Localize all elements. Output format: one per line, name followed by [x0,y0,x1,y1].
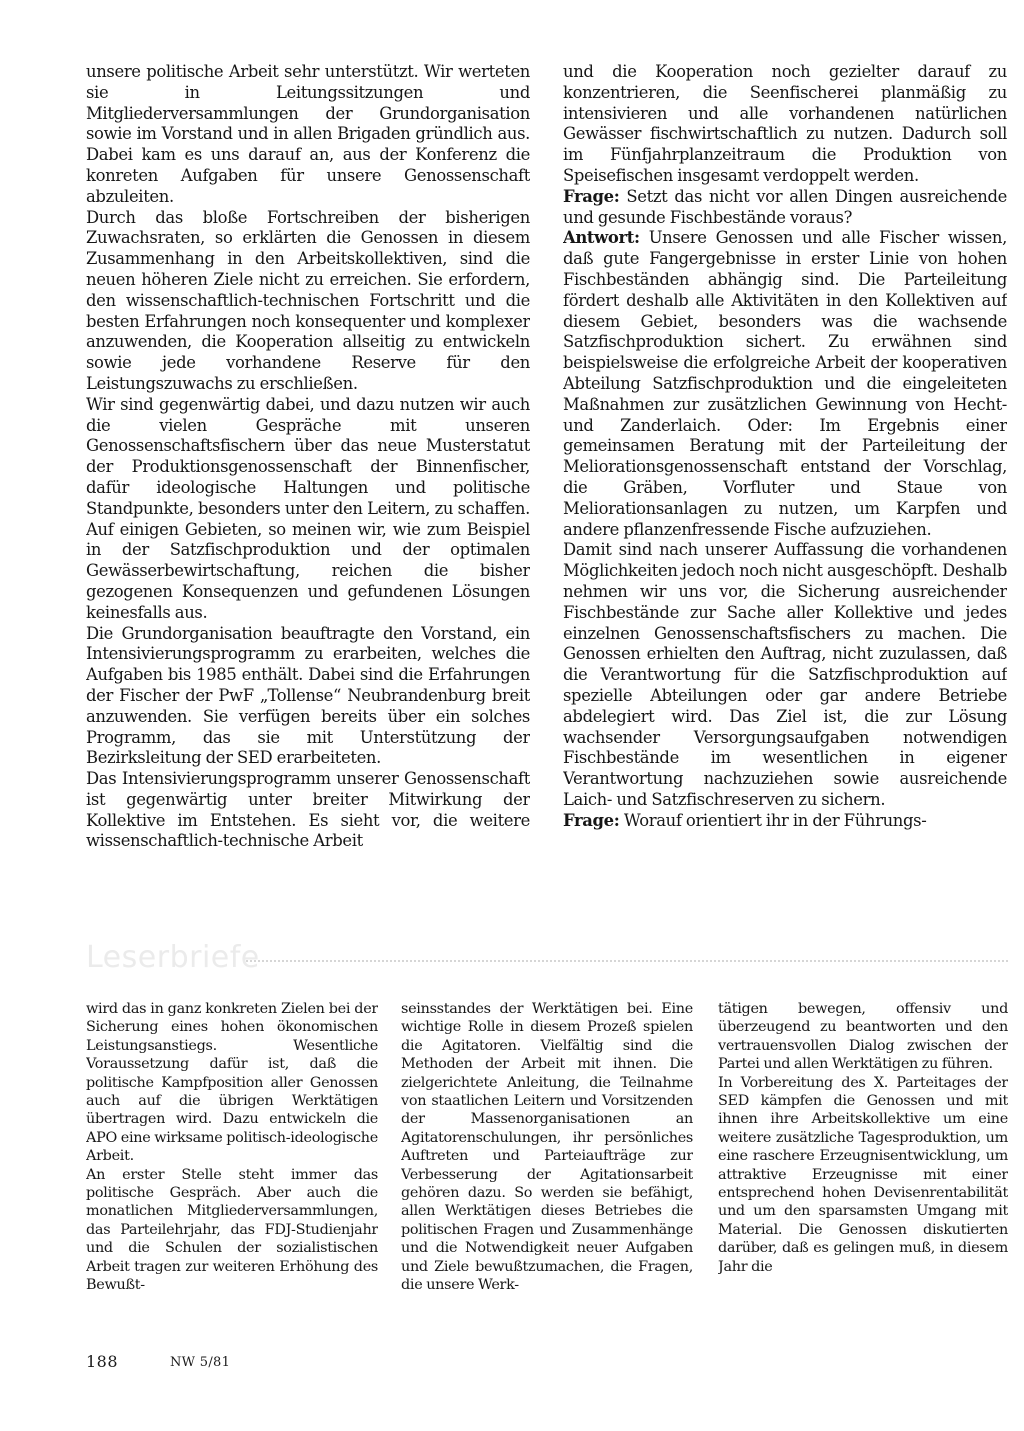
article-paragraph: und die Kooperation noch gezielter darauf zu konzentrieren, die Seenfischerei planmäßig zu intensivieren und alle vorhandenen natürlichen Gewässer fischwirtschaftlich zu nutzen. Dadurch soll im Fünfjahrplanzeitraum die Produktion von Speisefischen insgesamt verdoppelt werden. [563,62,1007,185]
question-label: Frage: [563,810,620,830]
interview-question [563,187,1007,229]
answer-text: Unsere Genossen und alle Fischer wissen, daß gute Fangergebnisse in erster Linie von hohen Fischbeständen abhängig sind. Die Parteileitung fördert deshalb alle Aktivitäten in den Kollektiven auf diesem Gebiet, besonders was die wachsende Satzfischproduktion sichert. Zu erwähnen sind beispielsweise die erfolgreiche Arbeit der kooperativen Abteilung Satzfischproduktion und die eingeleiteten Maßnahmen zur zusätzlichen Gewinnung von Hecht- und Zanderlaich. Oder: Im Ergebnis einer gemeinsamen Beratung mit der Parteileitung der Meliorationsgenossenschaft entstand der Vorschlag, die Gräben, Vorfluter und Staue von Meliorationsanlagen zu nutzen, um Karpfen und andere pflanzenfressende Fische aufzuziehen. [563,228,1007,539]
article-column-right [563,62,1007,922]
section-header [86,940,1008,980]
letters-column-2 [401,1000,693,1431]
interview-question [563,811,1007,832]
interview-answer [563,228,1007,540]
issue-label: NW 5/81 [170,1355,231,1370]
article-paragraph: unsere politische Arbeit sehr unterstützt. Wir werteten sie in Leitungssitzungen und Mitgliederversammlungen der Grundorganisation sowie im Vorstand und in allen Brigaden gründlich aus. Dabei kam es uns darauf an, aus der Konferenz die konreten Aufgaben für unsere Genossenschaft abzuleiten. [86,62,530,206]
section-title: Leserbriefe [86,940,260,975]
letter-paragraph: In Vorbereitung des X. Parteitages der SED kämpfen die Genossen und mit ihnen ihre Arbeitskollektive um eine weitere zusätzliche Tagesproduktion, um eine raschere Erzeugnisentwicklung, um attraktive Erzeugnisse mit einer entsprechend hohen Devisenrentabilität und um den sparsamsten Umgang mit Material. Die Genossen diskutierten darüber, daß es gelingen muß, in diesem Jahr die [718,1074,1008,1275]
article-paragraph: Durch das bloße Fortschreiben der bisherigen Zuwachsraten, so erklärten die Genossen in diesem Zusammenhang in den Arbeitskollektiven, sind die neuen höheren Ziele nicht zu erreichen. Sie erfordern, den wissenschaftlich-technischen Fortschritt und die besten Erfahrungen noch konsequenter und komplexer anzuwenden, die Kooperation allseitig zu entwickeln sowie jede vorhandene Reserve für den Leistungszuwachs zu erschließen. [86,207,530,393]
article-paragraph: Das Intensivierungsprogramm unserer Genossenschaft ist gegenwärtig unter breiter Mitwirkung der Kollektive im Entstehen. Es sieht vor, die weitere wissenschaftlich-technische Arbeit [86,769,530,851]
question-label: Frage: [563,186,620,206]
article-paragraph: Die Grundorganisation beauftragte den Vorstand, ein Intensivierungsprogramm zu erarbeiten, welches die Aufgaben bis 1985 enthält. Dabei sind die Erfahrungen der Fischer der PwF „Tollense“ Neubrandenburg breit anzuwenden. Sie verfügen bereits über ein solches Programm, das sie mit Unterstützung der Bezirksleitung der SED erarbeiteten. [86,623,530,768]
question-text: Setzt das nicht vor allen Dingen ausreichende und gesunde Fischbestände voraus? [563,186,1007,227]
article-paragraph: Wir sind gegenwärtig dabei, und dazu nutzen wir auch die vielen Gespräche mit unseren Genossenschaftsfischern über das neue Musterstatut der Produktionsgenossenschaft der Binnenfischer, dafür ideologische Haltungen und politische Standpunkte, besonders unter den Leitern, zu schaffen. Auf einigen Gebieten, so meinen wir, wie zum Beispiel in der Satzfischproduktion und der optimalen Gewässerbewirtschaftung, reichen die bisher gezogenen Konsequenzen und gefundenen Lösungen keinesfalls aus. [86,394,530,622]
letter-paragraph: seinsstandes der Werktätigen bei. Eine wichtige Rolle in diesem Prozeß spielen die Agitatoren. Vielfältig sind die Methoden der Arbeit mit ihnen. Die zielgerichtete Anleitung, die Teilnahme von staatlichen Leitern und Vorsitzenden der Massenorganisationen an Agitatorenschulungen, ihr persönliches Auftreten und Parteiaufträge zur Verbesserung der Agitationsarbeit gehören dazu. So werden sie befähigt, allen Werktätigen dieses Betriebes die politischen Fragen und Zusammenhänge und die Notwendigkeit neuer Aufgaben und Ziele bewußtzumachen, die Fragen, die unsere Werk- [401,1001,693,1294]
letter-paragraph: tätigen bewegen, offensiv und überzeugend zu beantworten und den vertrauensvollen Dialog zwischen der Partei und allen Werktätigen zu führen. [718,1001,1008,1073]
question-text: Worauf orientiert ihr in der Führungs- [623,810,927,830]
section-divider [246,960,1008,962]
article-paragraph: Damit sind nach unserer Auffassung die vorhandenen Möglichkeiten jedoch noch nicht ausgeschöpft. Deshalb nehmen wir uns vor, die Sicherung ausreichender Fischbestände zur Sache aller Kollektive und jedes einzelnen Genossenschaftsfischers zu machen. Die Genossen erhielten den Auftrag, nicht zuzulassen, daß die Verantwortung für die Satzfischproduktion auf spezielle Abteilungen oder gar andere Betriebe abdelegiert wird. Das Ziel ist, die zur Lösung wachsender Versorgungsaufgaben notwendigen Fischbestände im wesentlichen in eigener Verantwortung nachzuziehen sowie ausreichende Laich- und Satzfischreserven zu sichern. [563,540,1007,809]
page-number: 188 [86,1352,119,1371]
answer-label: Antwort: [563,228,640,248]
letters-column-3 [718,1000,1008,1431]
article-column-left [86,62,530,922]
letters-column-1 [86,1000,378,1431]
letter-paragraph: wird das in ganz konkreten Zielen bei der Sicherung eines hohen ökonomischen Leistungsanstiegs. Wesentliche Voraussetzung dafür ist, daß die politische Kampfposition aller Genossen auch auf die übrigen Werktätigen übertragen wird. Dazu entwickeln die APO eine wirksame politisch-ideologische Arbeit. [86,1001,378,1165]
letter-paragraph: An erster Stelle steht immer das politische Gespräch. Aber auch die monatlichen Mitgliederversammlungen, das Parteilehrjahr, das FDJ-Studienjahr und die Schulen der sozialistischen Arbeit tragen zur weiteren Erhöhung des Bewußt- [86,1166,378,1294]
